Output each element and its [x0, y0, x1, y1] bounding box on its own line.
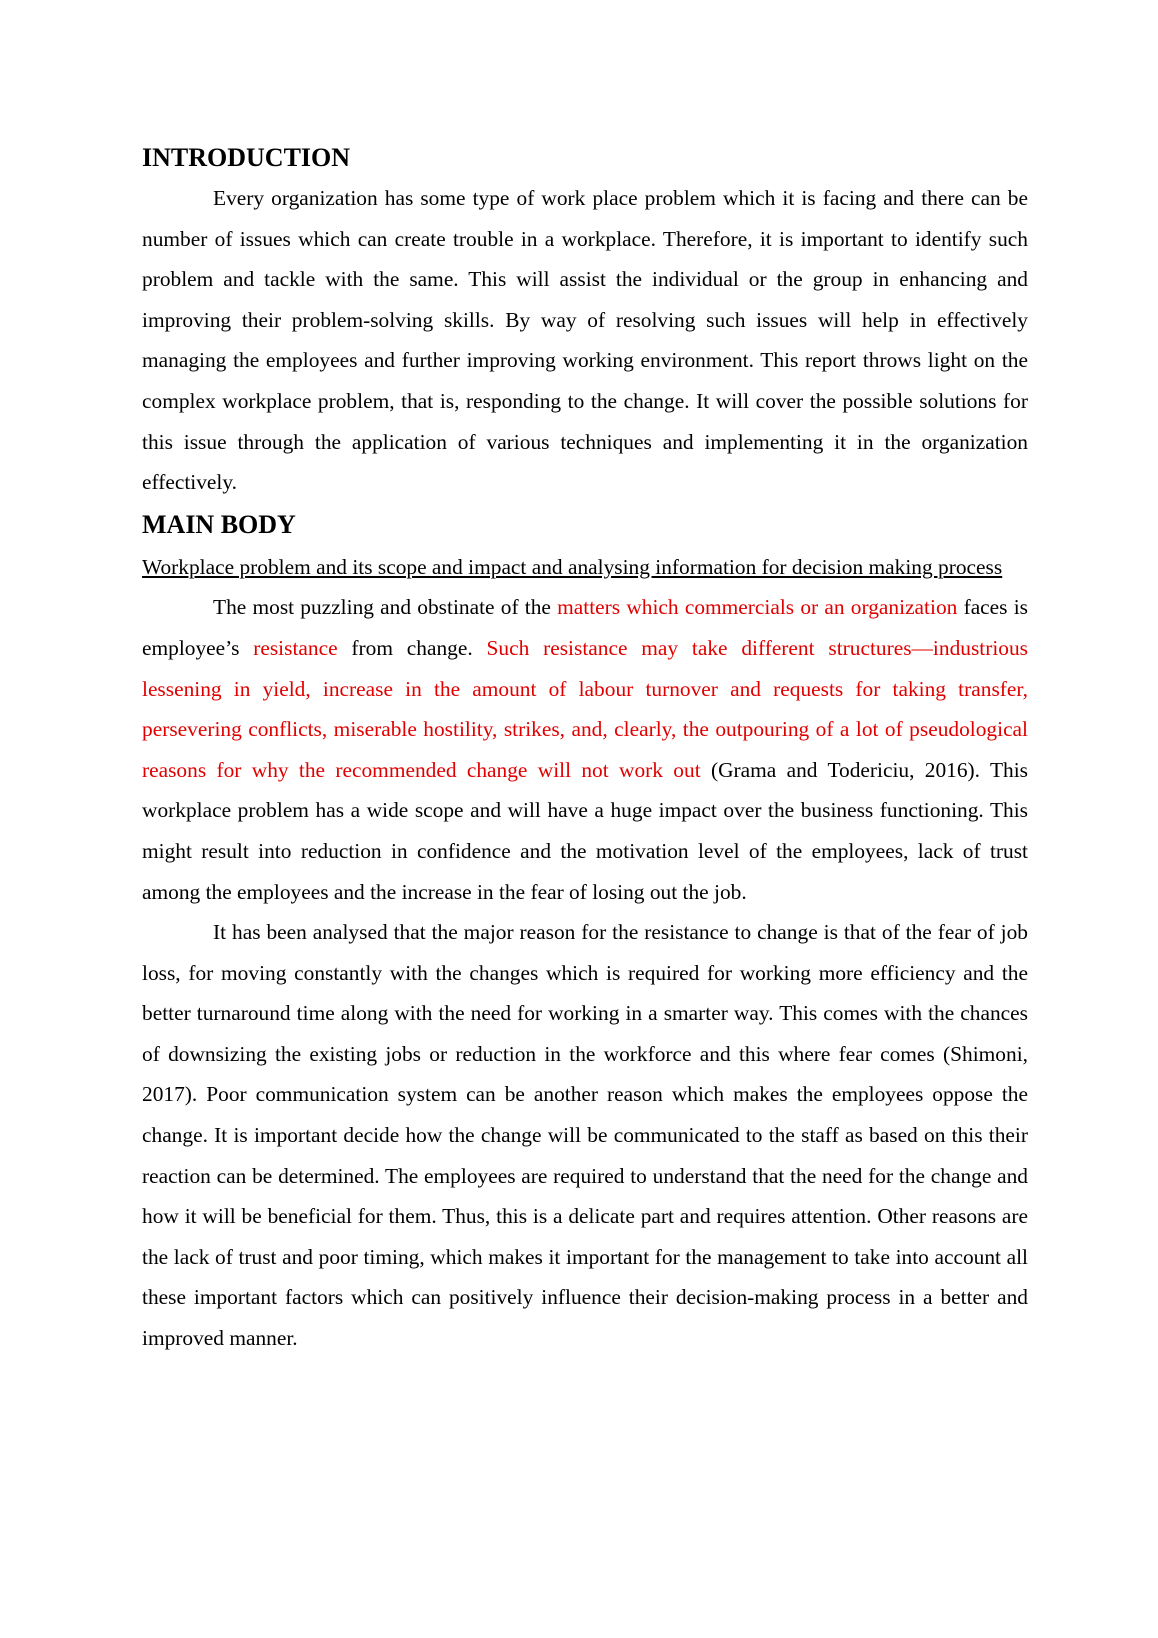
paragraph-1-highlight: Such resistance may take different structures—industrious lessening in yield, increase in the amount of labour turnover and requests for taking transfer, persevering conflicts, miserable hostility, strikes, and, clearly, the outpouring of a lot of pseudological reasons for why the recommended change will not work out	[142, 635, 1029, 782]
introduction-heading: INTRODUCTION	[142, 143, 351, 172]
main-body-paragraph-2: It has been analysed that the major reason for the resistance to change is that of the fear of job loss, for moving constantly with the changes which is required for working more efficiency and the better turnaround time along with the need for working in a smarter way. This comes with the chances of downsizing the existing jobs or reduction in the workforce and this where fear comes (Shimoni, 2017). Poor communication system can be another reason which makes the employees oppose the change. It is important decide how the change will be communicated to the staff as based on this their reaction can be determined. The employees are required to understand that the need for the change and how it will be beneficial for them. Thus, this is a delicate part and requires attention. Other reasons are the lack of trust and poor timing, which makes it important for the management to take into account all these important factors which can positively influence their decision-making process in a better and improved manner.	[142, 920, 1028, 1351]
workplace-problem-subheading: Workplace problem and its scope and impact and analysing information for decision making process	[142, 554, 1003, 579]
main-body-paragraph-1	[142, 587, 1028, 912]
paragraph-1-text: (Grama and Todericiu, 2016). This workplace problem has a wide scope and will have a huge impact over the business functioning. This might result into reduction in confidence and the motivation level of the employees, lack of trust among the employees and the increase in the fear of losing out the job.	[142, 757, 1028, 904]
paragraph-1-text: faces is employee’s	[142, 595, 1028, 660]
paragraph-1-highlight: matters which commercials or an organization	[557, 595, 958, 620]
document-page	[142, 138, 1028, 1359]
paragraph-1-text: from change.	[337, 635, 487, 660]
paragraph-1-text: The most puzzling and obstinate of the	[213, 595, 558, 620]
paragraph-1-highlight: resistance	[253, 635, 338, 660]
main-body-heading: MAIN BODY	[142, 509, 296, 539]
introduction-paragraph: Every organization has some type of work place problem which it is facing and there can be number of issues which can create trouble in a workplace. Therefore, it is important to identify such problem and tackle with the same. This will assist the individual or the group in enhancing and improving their problem-solving skills. By way of resolving such issues will help in effectively managing the employees and further improving working environment. This report throws light on the complex workplace problem, that is, responding to the change. It will cover the possible solutions for this issue through the application of various techniques and implementing it in the organization effectively.	[142, 186, 1028, 495]
